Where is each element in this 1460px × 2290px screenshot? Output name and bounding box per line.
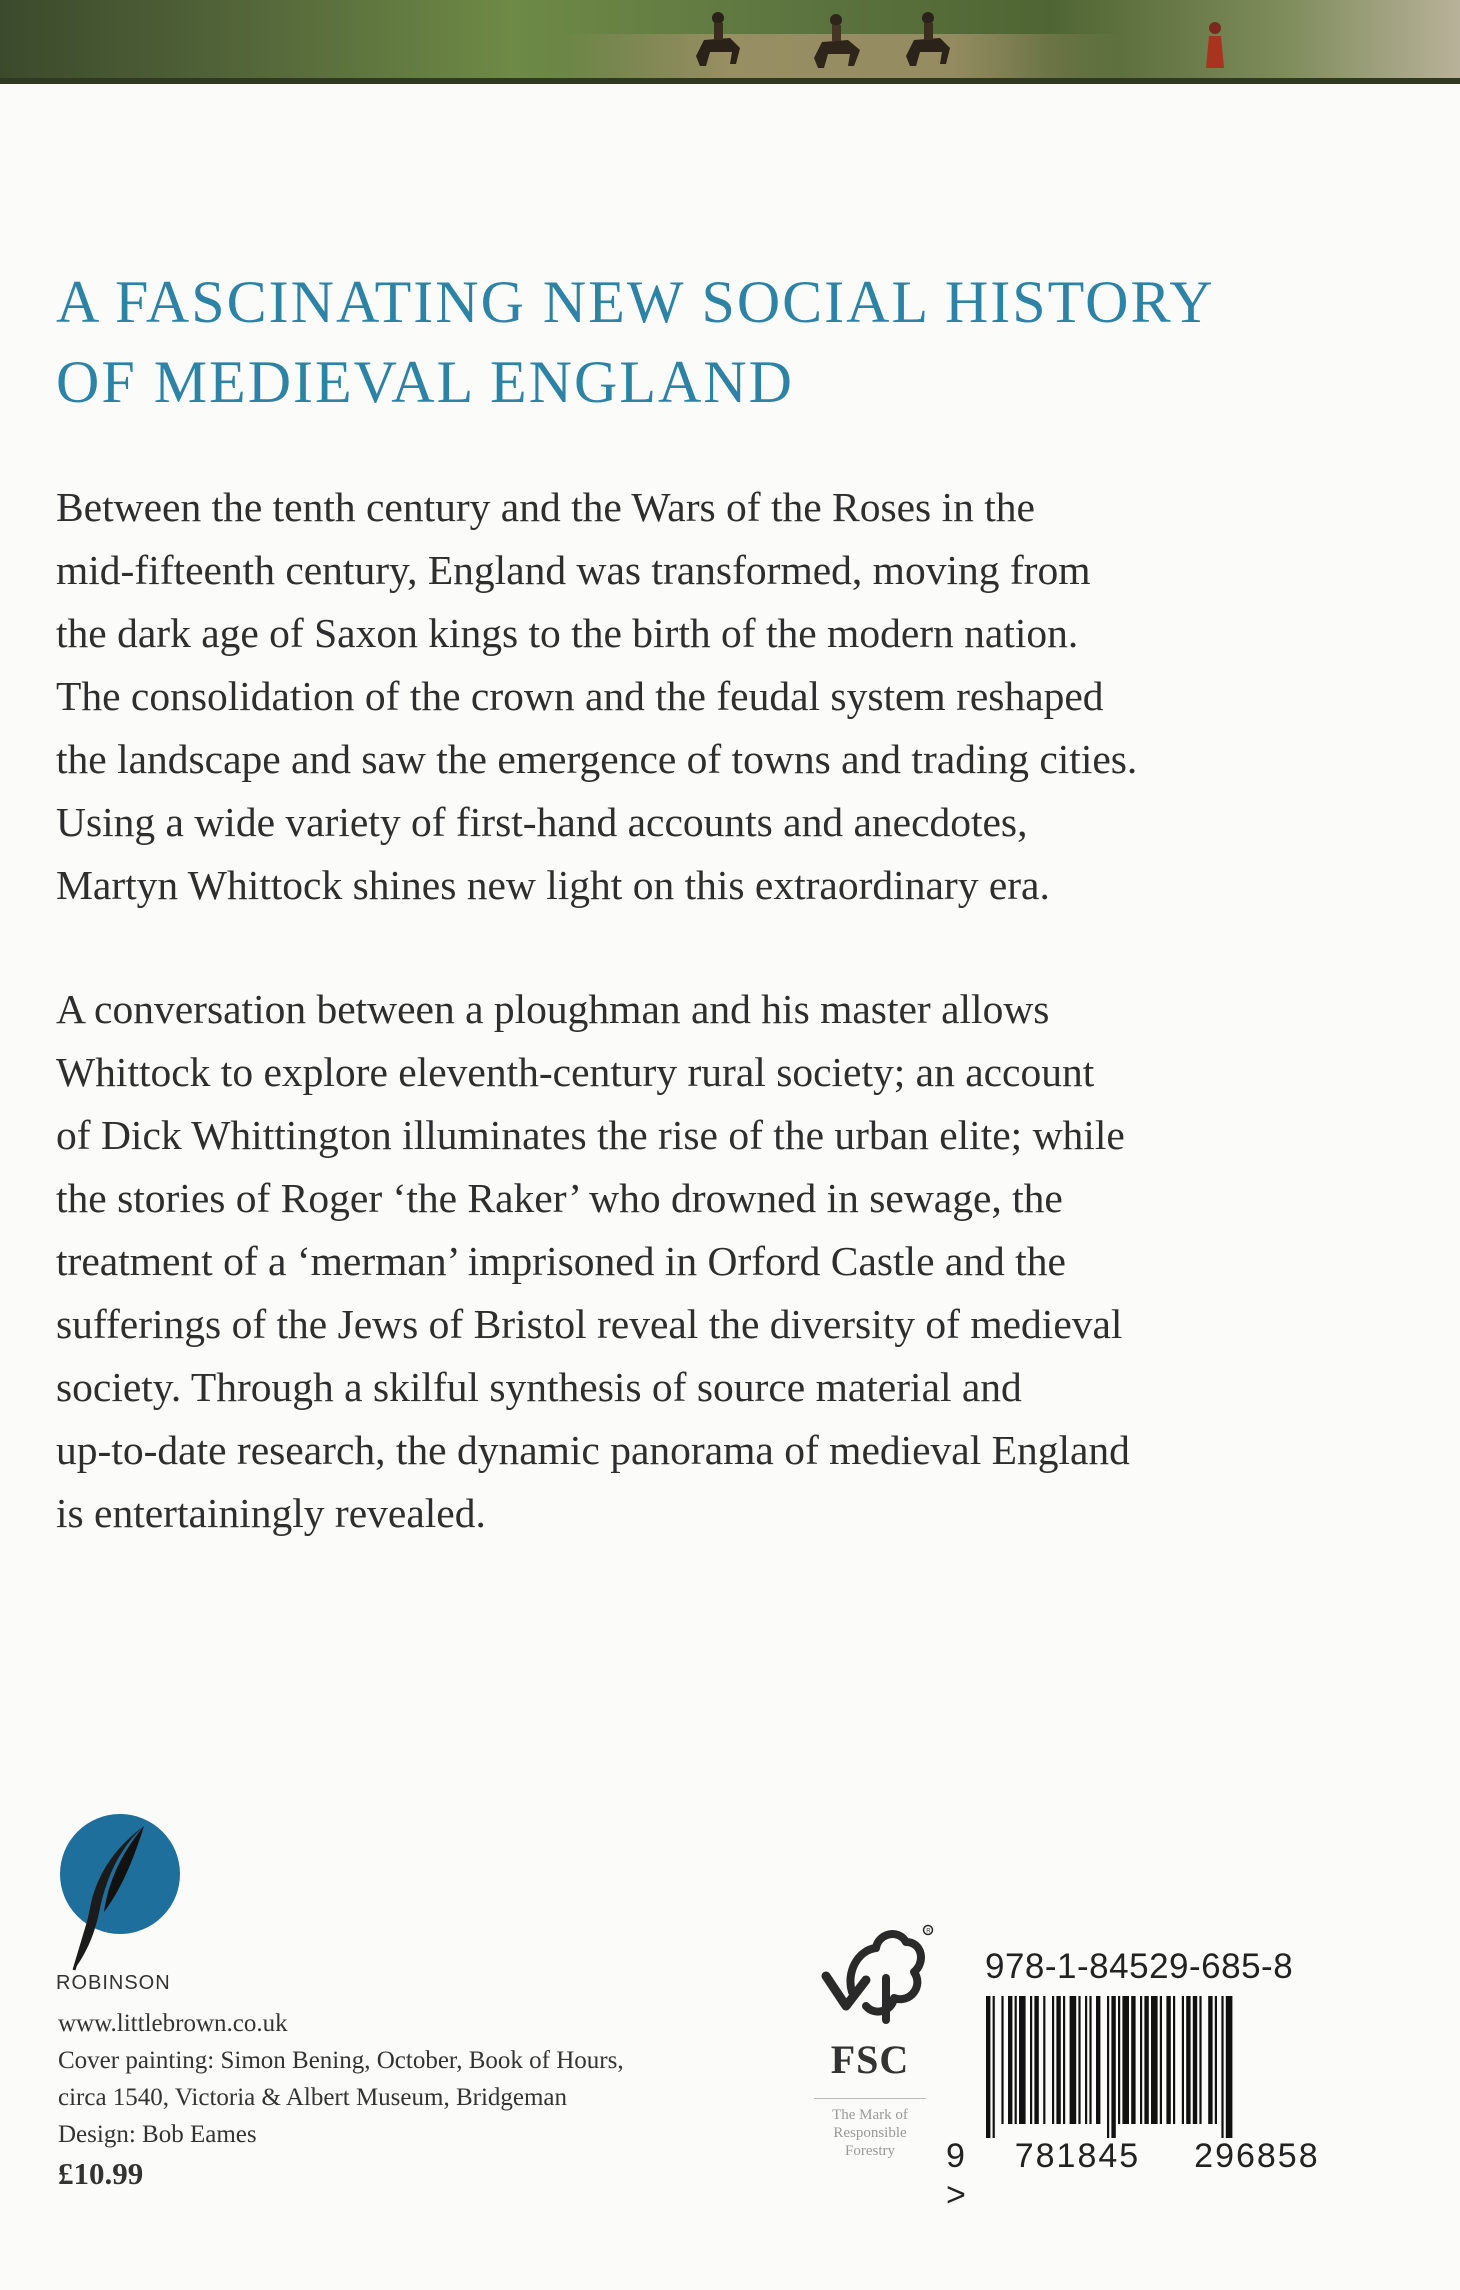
barcode-bar bbox=[1043, 1996, 1045, 2124]
barcode-bar bbox=[1199, 1996, 1201, 2124]
fsc-mark bbox=[806, 1920, 934, 2190]
barcode-bar bbox=[1107, 1996, 1109, 2138]
isbn-number: 978-1-84529-685-8 bbox=[985, 1947, 1294, 1986]
barcode-bar bbox=[1182, 1996, 1184, 2124]
text-line: A conversation between a ploughman and his master allows bbox=[56, 986, 1050, 1032]
text-line: the dark age of Saxon kings to the birth of the modern nation. bbox=[56, 610, 1079, 656]
text-line: treatment of a ‘merman’ imprisoned in Orford Castle and the bbox=[56, 1238, 1066, 1284]
publisher-website: www.littlebrown.co.uk bbox=[58, 2010, 288, 2037]
text-line: Martyn Whittock shines new light on this extraordinary era. bbox=[56, 862, 1050, 908]
text-line: Whittock to explore eleventh-century rural society; an account bbox=[56, 1049, 1095, 1095]
barcode-bar bbox=[1001, 1996, 1003, 2124]
barcode-bar bbox=[1221, 1996, 1223, 2138]
barcode-bar bbox=[986, 1996, 990, 2138]
text-line: The consolidation of the crown and the feudal system reshaped bbox=[56, 673, 1104, 719]
fsc-label: FSC bbox=[830, 2037, 910, 2082]
barcode-bar bbox=[1070, 1996, 1077, 2124]
blurb-headline bbox=[56, 262, 1376, 422]
cover-painting-strip bbox=[0, 0, 1460, 84]
credits-block bbox=[58, 2005, 698, 2153]
barcode-bar bbox=[1140, 1996, 1142, 2124]
barcode-bar bbox=[1186, 1996, 1190, 2124]
barcode-bar bbox=[1160, 1996, 1162, 2124]
barcode-bar bbox=[1034, 1996, 1038, 2124]
barcode-bar bbox=[1193, 1996, 1197, 2124]
barcode-digit-prefix: 9 bbox=[946, 2137, 967, 2175]
barcode-digit-group-1: 781845 bbox=[1014, 2137, 1141, 2175]
text-line: sufferings of the Jews of Bristol reveal the diversity of medieval bbox=[56, 1301, 1123, 1347]
cover-credit-line-2: circa 1540, Victoria & Albert Museum, Bridgeman bbox=[58, 2084, 568, 2111]
barcode-bar bbox=[1085, 1996, 1087, 2124]
barcode-bar bbox=[1118, 1996, 1120, 2124]
barcode-digits bbox=[946, 2137, 1366, 2215]
price-label: £10.99 bbox=[58, 2156, 144, 2191]
barcode-bar bbox=[1208, 1996, 1212, 2124]
fsc-tagline-line: Forestry bbox=[845, 2143, 895, 2159]
text-line: is entertainingly revealed. bbox=[56, 1490, 486, 1536]
text-line: of Dick Whittington illuminates the rise of the urban elite; while bbox=[56, 1112, 1125, 1158]
barcode-bar bbox=[1015, 1996, 1017, 2124]
isbn-barcode bbox=[984, 1996, 1332, 2138]
barcode-bar bbox=[1173, 1996, 1175, 2124]
barcode-bar bbox=[1111, 1996, 1115, 2138]
barcode-bar bbox=[1052, 1996, 1054, 2124]
fsc-divider bbox=[814, 2098, 926, 2099]
barcode-bar bbox=[1226, 1996, 1233, 2138]
barcode-bar bbox=[1019, 1996, 1026, 2124]
horse-rider-figure bbox=[690, 4, 746, 76]
horse-rider-figure bbox=[900, 4, 956, 76]
blurb-paragraph-1 bbox=[56, 476, 1386, 917]
fsc-tagline-line: The Mark of bbox=[832, 2107, 908, 2123]
barcode-bar bbox=[1166, 1996, 1170, 2124]
fsc-tagline bbox=[806, 2106, 934, 2160]
text-line: up-to-date research, the dynamic panorama of medieval England bbox=[56, 1427, 1130, 1473]
fsc-tree-check-icon bbox=[806, 1920, 934, 2030]
design-credit: Design: Bob Eames bbox=[58, 2121, 257, 2148]
barcode-bar bbox=[1131, 1996, 1135, 2124]
text-line: Using a wide variety of first-hand accounts and anecdotes, bbox=[56, 799, 1028, 845]
text-line: the landscape and saw the emergence of towns and trading cities. bbox=[56, 736, 1138, 782]
barcode-bar bbox=[993, 1996, 995, 2138]
headline-line-2: OF MEDIEVAL ENGLAND bbox=[56, 349, 794, 415]
publisher-name: ROBINSON bbox=[56, 1972, 171, 1994]
blurb-paragraph-2 bbox=[56, 978, 1386, 1545]
figure-in-red bbox=[1200, 20, 1230, 70]
barcode-bar bbox=[1215, 1996, 1217, 2124]
fsc-tagline-line: Responsible bbox=[833, 2125, 907, 2141]
quill-feather-icon bbox=[52, 1812, 182, 1976]
barcode-bar bbox=[1144, 1996, 1148, 2124]
barcode-quiet-zone-mark: > bbox=[946, 2176, 968, 2214]
barcode-bar bbox=[1078, 1996, 1080, 2124]
text-line: Between the tenth century and the Wars of the Roses in the bbox=[56, 484, 1035, 530]
barcode-bar bbox=[1063, 1996, 1065, 2124]
barcode-bar bbox=[1008, 1996, 1012, 2124]
horse-rider-figure bbox=[810, 4, 866, 76]
barcode-bar bbox=[1030, 1996, 1032, 2124]
barcode-bar bbox=[1089, 1996, 1091, 2124]
cover-credit-line-1: Cover painting: Simon Bening, October, Book of Hours, bbox=[58, 2047, 624, 2074]
barcode-bar bbox=[1122, 1996, 1129, 2124]
painting-edge bbox=[0, 78, 1460, 84]
barcode-digit-group-2: 296858 bbox=[1194, 2137, 1320, 2175]
svg-text:R: R bbox=[926, 1928, 931, 1935]
barcode-bar bbox=[1151, 1996, 1158, 2124]
headline-line-1: A FASCINATING NEW SOCIAL HISTORY bbox=[56, 269, 1215, 335]
text-line: the stories of Roger ‘the Raker’ who drowned in sewage, the bbox=[56, 1175, 1063, 1221]
barcode-bar bbox=[1056, 1996, 1060, 2124]
barcode-bar bbox=[1096, 1996, 1100, 2124]
text-line: mid-fifteenth century, England was transformed, moving from bbox=[56, 547, 1091, 593]
text-line: society. Through a skilful synthesis of source material and bbox=[56, 1364, 1022, 1410]
